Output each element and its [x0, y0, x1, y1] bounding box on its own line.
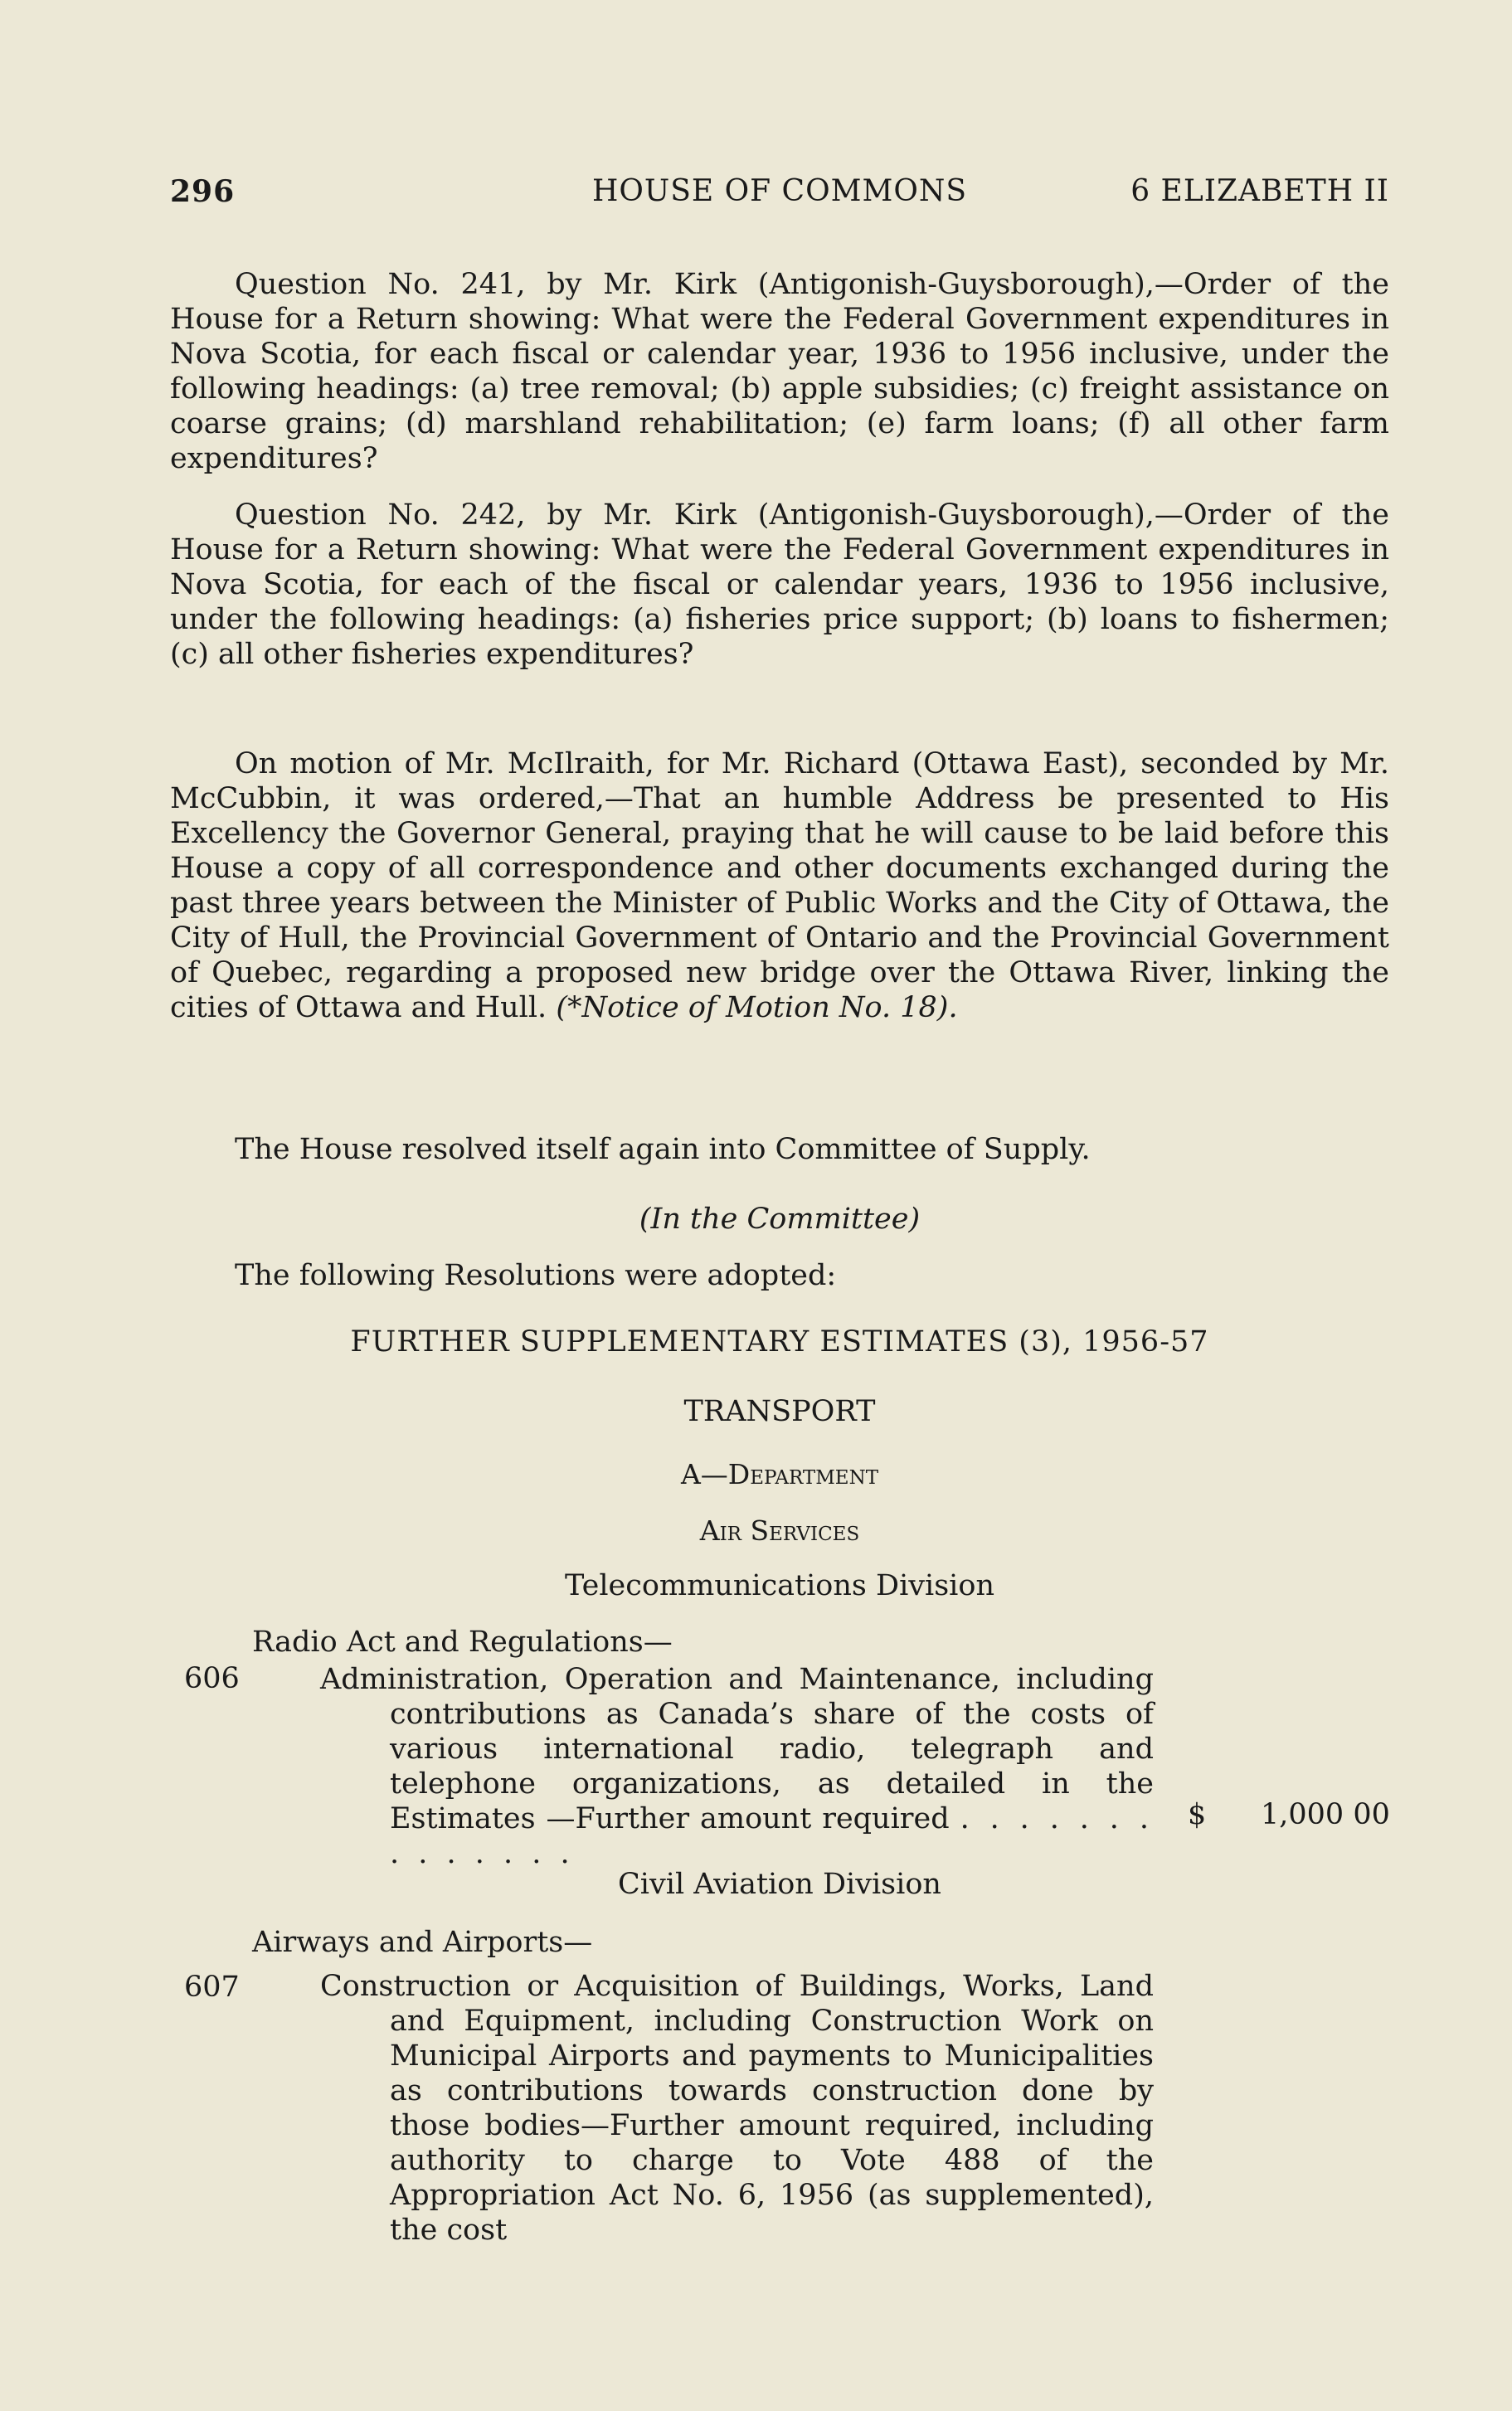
vote-606-number: 606	[184, 1662, 240, 1695]
session-label: 6 ELIZABETH II	[1130, 174, 1389, 208]
vote-607-number: 607	[184, 1971, 240, 2004]
in-committee: (In the Committee)	[639, 1203, 921, 1236]
page-header	[170, 174, 1389, 216]
division-telecommunications: Telecommunications Division	[565, 1569, 994, 1602]
currency-sign: $	[1188, 1798, 1207, 1831]
page-number: 296	[170, 174, 236, 209]
subheading-air-services: Air Services	[699, 1514, 860, 1547]
radio-act-heading: Radio Act and Regulations—	[252, 1626, 673, 1659]
motion-text: On motion of Mr. McIlraith, for Mr. Richard (Ottawa East), seconded by Mr. McCubbin, it was ordered,—That an humble Address be presented to His Excellency the Governor General, praying that he will cause to be laid before this House a copy of all correspondence and other documents exchanged during the past three years between the Minister of Public Works and the City of Ottawa, the City of Hull, the Provincial Government of Ontario and the Provincial Government of Quebec, regarding a proposed new bridge over the Ottawa River, linking the cities of Ottawa and Hull.	[170, 747, 1389, 1024]
question-241: Question No. 241, by Mr. Kirk (Antigonish-Guysborough),—Order of the House for a Return showing: What were the Federal Government expenditures in Nova Scotia, for each fiscal or calendar year, 1936 to 1956 inclusive, under the following headings: (a) tree removal; (b) apple subsidies; (c) freight assistance on coarse grains; (d) marshland rehabilitation; (e) farm loans; (f) all other farm expenditures?	[170, 268, 1389, 475]
division-civil-aviation: Civil Aviation Division	[618, 1868, 941, 1901]
question-242: Question No. 242, by Mr. Kirk (Antigonish-Guysborough),—Order of the House for a Return showing: What were the Federal Government expenditures in Nova Scotia, for each of the fiscal or calendar years, 1936 to 1956 inclusive, under the following headings: (a) fisheries price support; (b) loans to fishermen; (c) all other fisheries expenditures?	[170, 498, 1389, 671]
vote-606-amount: 1,000 00	[1261, 1798, 1390, 1831]
department-heading: TRANSPORT	[683, 1395, 876, 1428]
subheading-department: A—Department	[680, 1458, 879, 1490]
resolutions-adopted: The following Resolutions were adopted:	[235, 1259, 837, 1292]
dot-leaders: . . . . . . . . . . . . . .	[390, 1802, 1154, 1870]
vote-606-text: Administration, Operation and Maintenance, including contributions as Canada’s share of the costs of various international radio, telegraph and telephone organizations, as detailed in the Estimates —Further amount required . . . . . . . . . . . . . .	[320, 1663, 1154, 1870]
airways-heading: Airways and Airports—	[252, 1926, 593, 1959]
journal-title: HOUSE OF COMMONS	[591, 174, 968, 208]
motion-notice: (*Notice of Motion No. 18).	[556, 991, 958, 1024]
motion-paragraph	[170, 746, 1389, 1025]
committee-resolved: The House resolved itself again into Committee of Supply.	[235, 1133, 1091, 1166]
vote-607-text: Construction or Acquisition of Buildings, Works, Land and Equipment, including Construction Work on Municipal Airports and payments to Municipalities as contributions towards construction done by those bodies—Further amount required, including authority to charge to Vote 488 of the Appropriation Act No. 6, 1956 (as supplemented), the cost	[320, 1970, 1154, 2247]
estimates-title: FURTHER SUPPLEMENTARY ESTIMATES (3), 1956-57	[350, 1325, 1209, 1359]
